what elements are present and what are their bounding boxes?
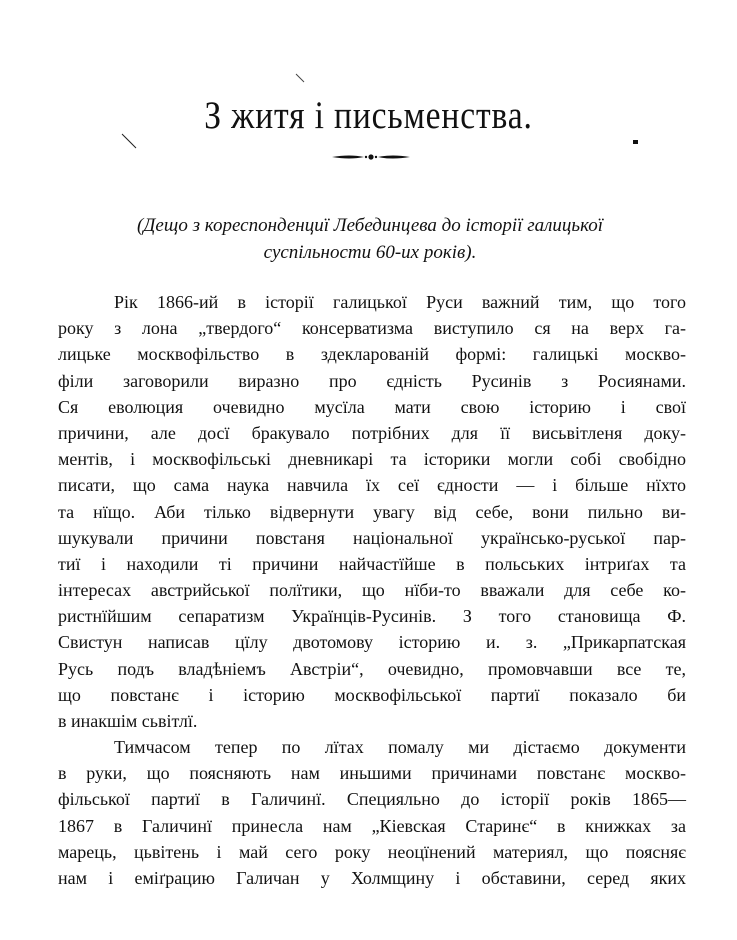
- text-line: та нїщо. Аби тілько відвернути увагу від себе, вони пильно ви-: [58, 501, 686, 522]
- text-line: філи заговорили виразно про єдність Русинів з Росиянами.: [58, 370, 686, 391]
- text-line: Ся еволюция очевидно мусїла мати свою історию і свої: [58, 396, 686, 417]
- text-line: Русь подъ владѣніемъ Австріи“, очевидно, промовчавши все те,: [58, 658, 686, 679]
- text-line: що повстанє і історию москвофільської партиї показало би: [58, 684, 686, 705]
- article-subtitle: [60, 212, 680, 266]
- text-line: інтересах австрийської полїтики, що нїби-то вважали для себе ко-: [58, 580, 686, 601]
- text-line: Рік 1866-ий в історії галицької Руси важний тим, що того: [114, 292, 686, 312]
- text-line: в руки, що поясняють нам иньшими причинами повстанє москво-: [58, 763, 686, 784]
- text-line: ристнїйшим сепаратизм Українців-Русинів. З того становища Ф.: [58, 606, 686, 627]
- speck-mark: [295, 73, 307, 85]
- speck-mark: [120, 132, 140, 152]
- text-line: причини, але досї бракувало потрібних для її висьвітленя доку-: [58, 422, 686, 443]
- text-line: тиї і находили ті причини найчастїйше в польських інтриґах та: [58, 553, 686, 574]
- text-line: писати, що сама наука навчила їх сеї єдности — і більше нїхто: [58, 475, 686, 496]
- text-line: 1867 в Галичинї принесла нам „Кіевская Старинє“ в книжках за: [58, 815, 686, 836]
- text-line: нам і еміґрацию Галичан у Холмщину і обставини, серед яких: [58, 867, 686, 888]
- article-title: З житя і письменства.: [204, 94, 533, 137]
- subtitle-line: (Дещо з кореспонденциї Лебединцева до історії галицької: [136, 215, 604, 236]
- text-line: ментів, і москвофільські дневникарі та історики могли собі свобідно: [58, 449, 686, 470]
- text-line: Свистун написав цїлу двотомову історию и. з. „Прикарпатская: [58, 632, 686, 653]
- text-line: Тимчасом тепер по лїтах помалу ми дістаємо документи: [114, 737, 686, 757]
- text-line: марець, цьвітень і май сего року неоцїнений материял, що поясняє: [58, 841, 686, 862]
- speck-dot: [633, 140, 638, 144]
- text-line: року з лона „твердого“ консерватизма виступило ся на верх га-: [58, 318, 686, 339]
- text-line: шукували причини повстаня національної українсько-руської пар-: [58, 527, 686, 548]
- text-line: фільської партиї в Галичинї. Специяльно до історії років 1865—: [58, 789, 686, 810]
- paragraph-2: [58, 734, 686, 891]
- title-ornament: [330, 150, 412, 164]
- subtitle-line: суспільности 60-их років).: [263, 242, 477, 263]
- paragraph-1: [58, 289, 686, 734]
- text-line: в инакшім сьвітлї.: [58, 711, 198, 731]
- text-line: лицьке москвофільство в здекларованій формі: галицькі москво-: [58, 344, 686, 365]
